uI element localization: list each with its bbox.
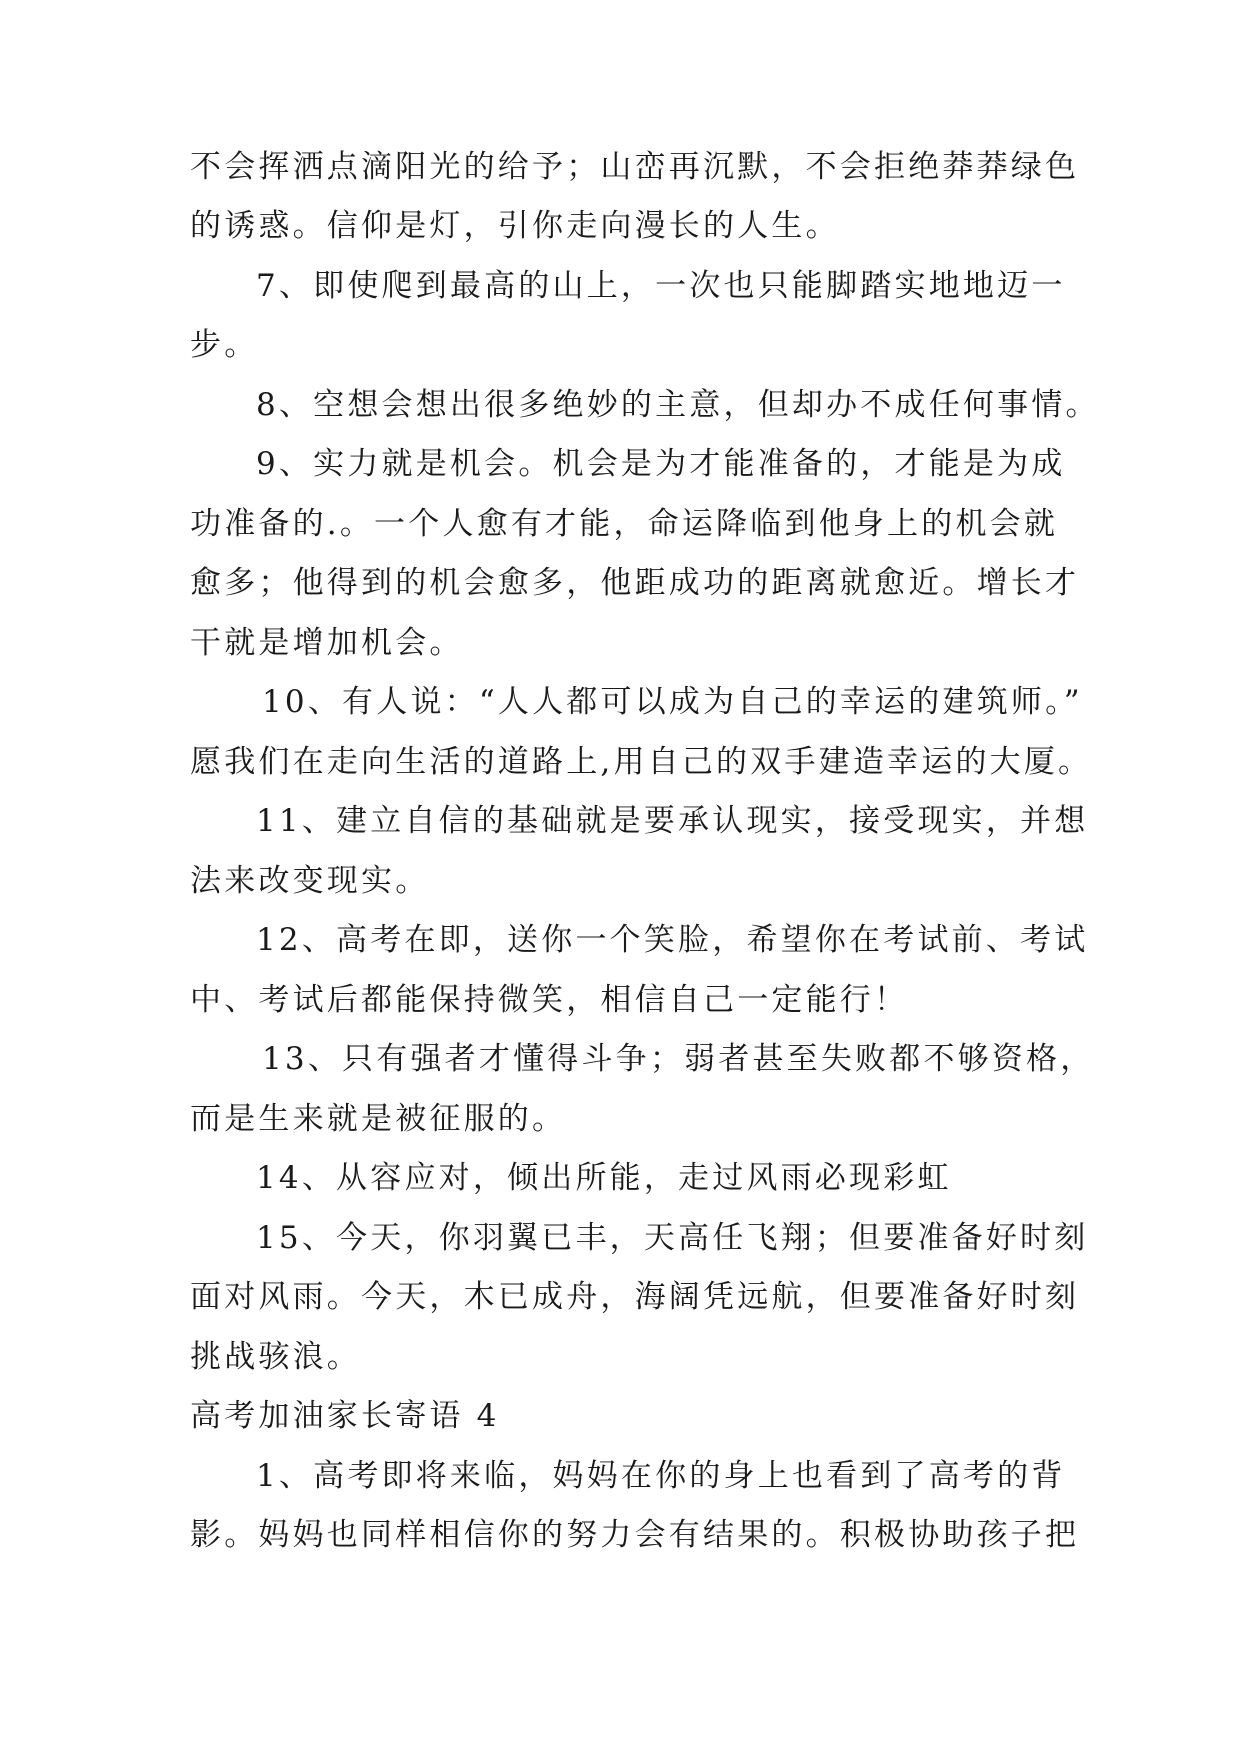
text-line: 8、空想会想出很多绝妙的主意，但却办不成任何事情。	[256, 387, 1100, 423]
text-line: 14、从容应对，倾出所能，走过风雨必现彩虹	[256, 1160, 952, 1196]
text-line: 10、有人说：“人人都可以成为自己的幸运的建筑师。”	[262, 684, 1083, 720]
text-line: 1、高考即将来临，妈妈在你的身上也看到了高考的背	[256, 1458, 1066, 1494]
text-line: 功准备的.。一个人愈有才能，命运降临到他身上的机会就	[190, 506, 1059, 542]
text-line: 挑战骇浪。	[190, 1339, 361, 1375]
section-heading: 高考加油家长寄语 4	[190, 1398, 500, 1434]
text-line: 步。	[190, 327, 259, 363]
text-line: 11、建立自信的基础就是要承认现实，接受现实，并想	[256, 803, 1089, 839]
text-line: 愿我们在走向生活的道路上,用自己的双手建造幸运的大厦。	[190, 744, 1093, 780]
text-line: 13、只有强者才懂得斗争；弱者甚至失败都不够资格，	[262, 1041, 1095, 1077]
text-line: 愈多；他得到的机会愈多，他距成功的距离就愈近。增长才	[190, 565, 1080, 601]
text-line: 12、高考在即，送你一个笑脸，希望你在考试前、考试	[256, 922, 1089, 958]
text-line: 干就是增加机会。	[190, 625, 464, 661]
text-line: 面对风雨。今天，木已成舟，海阔凭远航，但要准备好时刻	[190, 1279, 1080, 1315]
text-line: 影。妈妈也同样相信你的努力会有结果的。积极协助孩子把	[190, 1517, 1080, 1553]
text-line: 法来改变现实。	[190, 863, 430, 899]
text-line: 7、即使爬到最高的山上，一次也只能脚踏实地地迈一	[256, 268, 1066, 304]
text-line: 不会挥洒点滴阳光的给予；山峦再沉默，不会拒绝莽莽绿色	[190, 149, 1080, 185]
text-line: 中、考试后都能保持微笑，相信自己一定能行！	[190, 982, 909, 1018]
text-line: 的诱惑。信仰是灯，引你走向漫长的人生。	[190, 208, 840, 244]
text-line: 而是生来就是被征服的。	[190, 1101, 567, 1137]
text-line: 9、实力就是机会。机会是为才能准备的，才能是为成	[256, 446, 1066, 482]
text-line: 15、今天，你羽翼已丰，天高任飞翔；但要准备好时刻	[256, 1220, 1089, 1256]
